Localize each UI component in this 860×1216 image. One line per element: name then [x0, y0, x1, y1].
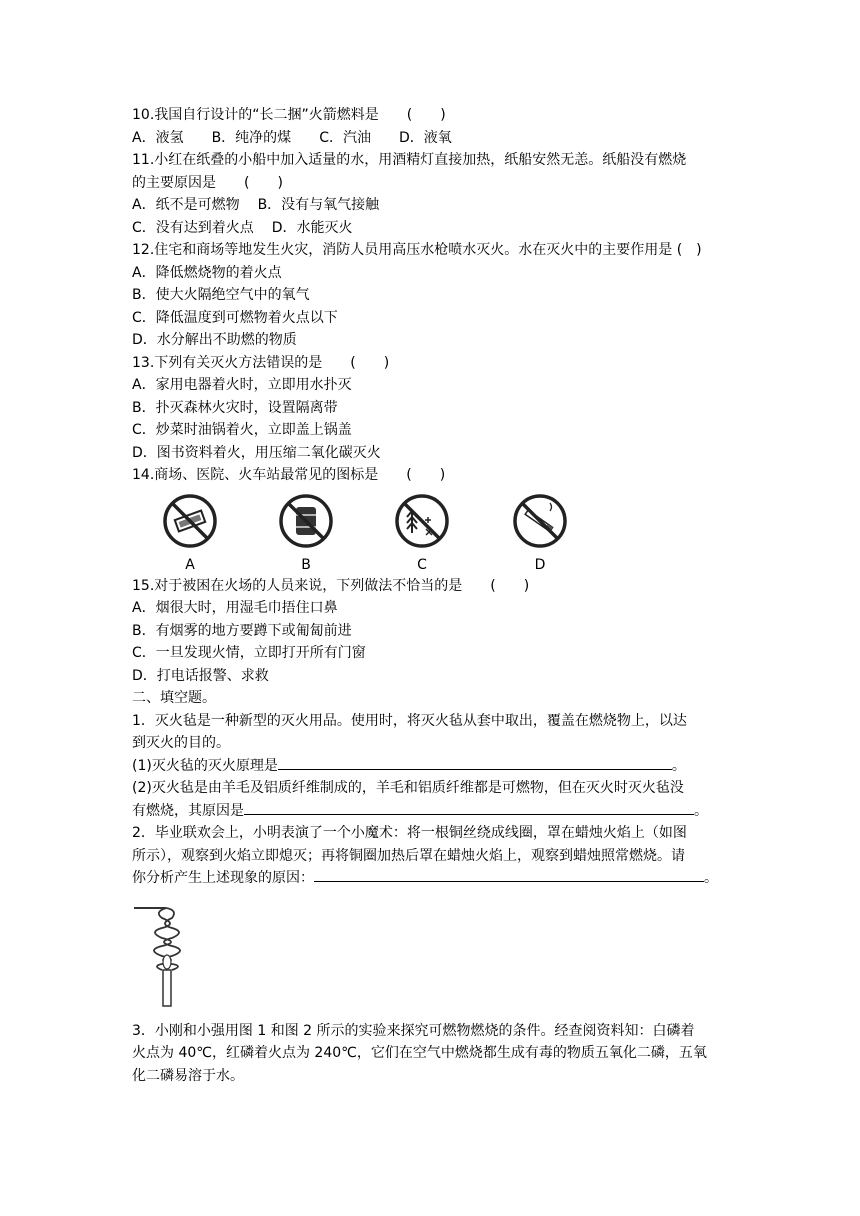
option-d: D．液氧: [398, 129, 452, 146]
section-2-heading: 二、填空题。: [132, 690, 216, 706]
sign-label-a: A: [185, 556, 195, 573]
fill-2-line1: 2．毕业联欢会上，小明表演了一个小魔术：将一根铜丝绕成线圈，罩在蜡烛火焰上（如图: [132, 825, 687, 841]
sign-label-b: B: [301, 556, 311, 573]
question-10-options: [132, 127, 732, 150]
option-a: A．液氢: [132, 129, 184, 146]
answer-blank[interactable]: [278, 755, 672, 770]
document-content: [132, 104, 732, 1087]
option-b: B．没有与氧气接触: [257, 197, 380, 213]
question-12-option-a: A．降低燃烧物的着火点: [132, 264, 282, 281]
question-15-option-a: A．烟很大时，用湿毛巾捂住口鼻: [132, 600, 338, 616]
question-11-stem-line1: 11.小红在纸叠的小船中加入适量的水，用酒精灯直接加热，纸船安然无恙。纸船没有燃烧: [132, 152, 687, 168]
sign-label-c: C: [417, 556, 427, 573]
question-12-option-c: C．降低温度到可燃物着火点以下: [132, 309, 338, 326]
question-11-options-row1: [132, 194, 732, 217]
fill-1-sub2-row: [132, 800, 732, 823]
question-15-stem: 15.对于被困在火场的人员来说，下列做法不恰当的是 ( ): [132, 577, 530, 594]
no-card-sign-icon: [162, 493, 218, 549]
fill-1-sub1-row: [132, 755, 732, 778]
fill-2-line2: 所示），观察到火焰立即熄灭；再将铜圈加热后罩在蜡烛火焰上，观察到蜡烛照常燃烧。请: [132, 847, 685, 864]
question-11-options-row2: [132, 217, 732, 240]
question-13-option-a: A．家用电器着火时，立即用水扑灭: [132, 377, 352, 393]
option-c: C．汽油: [319, 129, 371, 146]
no-smoking-sign-icon: [512, 493, 568, 549]
sign-label-d: D: [534, 556, 546, 573]
fill-1-sub2-text: 有燃烧，其原因是: [132, 802, 244, 819]
copper-coil-candle-figure: [132, 900, 202, 1010]
option-c: C．没有达到着火点: [132, 219, 254, 236]
question-10-stem: 10.我国自行设计的“长二捆”火箭燃料是 ( ): [132, 107, 446, 123]
fill-2-text: 你分析产生上述现象的原因：: [132, 870, 314, 886]
fill-3-line2: 火点为 40℃，红磷着火点为 240℃，它们在空气中燃烧都生成有毒的物质五氧化二磷，五氧: [132, 1045, 707, 1061]
no-barrel-sign-icon: [278, 493, 334, 549]
fill-3-line1: 3．小刚和小强用图 1 和图 2 所示的实验来探究可燃物燃烧的条件。经查阅资料知：白磷着: [132, 1022, 695, 1039]
answer-blank[interactable]: [244, 800, 694, 815]
fill-1-line1: 1．灭火毡是一种新型的灭火用品。使用时，将灭火毡从套中取出，覆盖在燃烧物上，以达: [132, 712, 687, 729]
period: 。: [694, 802, 708, 819]
option-b: B．纯净的煤: [211, 129, 292, 146]
question-13-option-c: C．炒菜时油锅着火，立即盖上锅盖: [132, 422, 352, 438]
question-13-stem: 13.下列有关灭火方法错误的是 ( ): [132, 354, 390, 371]
fill-1-sub1-text: (1)灭火毡的灭火原理是: [132, 757, 278, 774]
answer-blank[interactable]: [314, 867, 704, 882]
question-15-option-c: C．一旦发现火情，立即打开所有门窗: [132, 645, 366, 661]
fill-1-sub2-line1: (2)灭火毡是由羊毛及铝质纤维制成的，羊毛和铝质纤维都是可燃物，但在灭火时灭火毡没: [132, 780, 684, 796]
no-fireworks-sign-icon: [394, 493, 450, 549]
question-12-stem: 12.住宅和商场等地发生火灾，消防人员用高压水枪喷水灭火。水在灭火中的主要作用是 ( ): [132, 242, 702, 258]
question-12-option-b: B．使大火隔绝空气中的氧气: [132, 287, 310, 303]
question-15-option-b: B．有烟雾的地方要蹲下或匍匐前进: [132, 622, 352, 639]
option-a: A．纸不是可燃物: [132, 197, 240, 213]
fill-3-line3: 化二磷易溶于水。: [132, 1067, 244, 1084]
question-13-option-b: B．扑灭森林火灾时，设置隔离带: [132, 399, 338, 416]
period: 。: [671, 757, 686, 774]
fill-2-row: [132, 867, 732, 890]
question-11-stem-line2: 的主要原因是 ( ): [132, 174, 283, 191]
option-d: D．水能灭火: [271, 219, 353, 236]
question-15-option-d: D．打电话报警、求救: [132, 667, 269, 684]
fill-1-line2: 到灭火的目的。: [132, 735, 230, 751]
period: 。: [704, 870, 718, 886]
question-14-stem: 14.商场、医院、火车站最常见的图标是 ( ): [132, 467, 446, 483]
sign-figures: [132, 493, 732, 575]
question-13-option-d: D．图书资料着火，用压缩二氧化碳灭火: [132, 444, 381, 461]
question-12-option-d: D．水分解出不助燃的物质: [132, 332, 297, 348]
